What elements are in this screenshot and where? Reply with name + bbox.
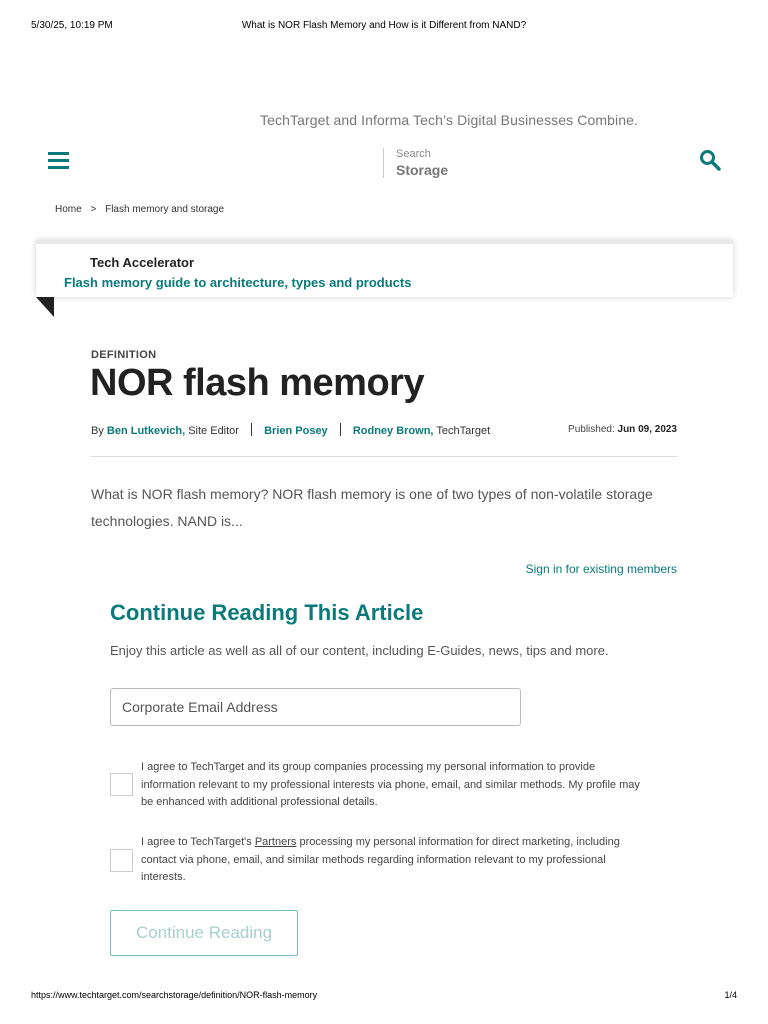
byline xyxy=(91,423,490,437)
byline-divider xyxy=(251,423,252,436)
search-divider xyxy=(383,148,384,178)
print-footer xyxy=(31,990,737,1004)
search-icon[interactable] xyxy=(698,148,722,172)
print-datetime: 5/30/25, 10:19 PM xyxy=(31,20,113,31)
consent2-post: processing my personal information for direct marketing, including contact via phone, email, and similar methods regarding information relevant to my professional interests. xyxy=(141,836,620,883)
registration-subtitle: Enjoy this article as well as all of our content, including E-Guides, news, tips and more. xyxy=(110,643,609,658)
consent-text-1: I agree to TechTarget and its group companies processing my personal information to provide information relevant to my professional interests via phone, email, and similar methods. My profile may be enhanced with additional professional details. xyxy=(141,761,640,808)
article-type-label: DEFINITION xyxy=(91,349,157,361)
ribbon-fold xyxy=(36,297,54,317)
published-label: Published: xyxy=(568,424,615,435)
print-header xyxy=(31,20,737,34)
print-page-title: What is NOR Flash Memory and How is it Different from NAND? xyxy=(241,20,527,31)
author-role-3: TechTarget xyxy=(436,425,491,437)
breadcrumb-flash-memory[interactable]: Flash memory and storage xyxy=(105,204,225,215)
registration-title: Continue Reading This Article xyxy=(110,600,424,625)
byline-divider xyxy=(340,423,341,436)
author-role-1: Site Editor xyxy=(188,425,239,437)
author-link-3[interactable]: Rodney Brown, xyxy=(352,425,434,437)
partners-link[interactable]: Partners xyxy=(254,836,297,848)
consent-text-2 xyxy=(141,834,651,887)
search-scope[interactable]: Storage xyxy=(396,162,449,178)
hamburger-icon[interactable] xyxy=(48,150,69,170)
announcement-banner[interactable]: TechTarget and Informa Tech’s Digital Businesses Combine. xyxy=(260,112,638,128)
published-value: Jun 09, 2023 xyxy=(617,424,677,435)
print-page-number: 1/4 xyxy=(724,990,737,1000)
author-link-2[interactable]: Brien Posey xyxy=(264,425,328,437)
tech-accelerator-link[interactable]: Flash memory guide to architecture, types and products xyxy=(64,275,412,290)
author-link-1[interactable]: Ben Lutkevich, xyxy=(106,425,186,437)
page-title: NOR flash memory xyxy=(90,362,425,404)
consent-checkbox-2[interactable] xyxy=(110,849,133,872)
breadcrumb-home[interactable]: Home xyxy=(55,204,82,215)
consent-checkbox-1[interactable] xyxy=(110,773,133,796)
email-field[interactable] xyxy=(110,688,521,726)
search-label[interactable]: Search xyxy=(396,148,431,160)
by-prefix: By xyxy=(91,425,104,437)
breadcrumb xyxy=(55,204,224,215)
tech-accelerator-label: Tech Accelerator xyxy=(90,255,195,270)
breadcrumb-separator: > xyxy=(90,204,97,215)
tech-accelerator-box xyxy=(36,240,733,297)
signin-link[interactable]: Sign in for existing members xyxy=(525,562,677,576)
published-date xyxy=(568,424,677,435)
print-url: https://www.techtarget.com/searchstorage/definition/NOR-flash-memory xyxy=(31,990,318,1000)
divider xyxy=(91,456,677,457)
article-intro: What is NOR flash memory? NOR flash memory is one of two types of non-volatile storage technologies. NAND is... xyxy=(91,486,653,529)
continue-reading-button[interactable]: Continue Reading xyxy=(110,910,298,956)
consent2-pre: I agree to TechTarget's xyxy=(141,836,255,848)
